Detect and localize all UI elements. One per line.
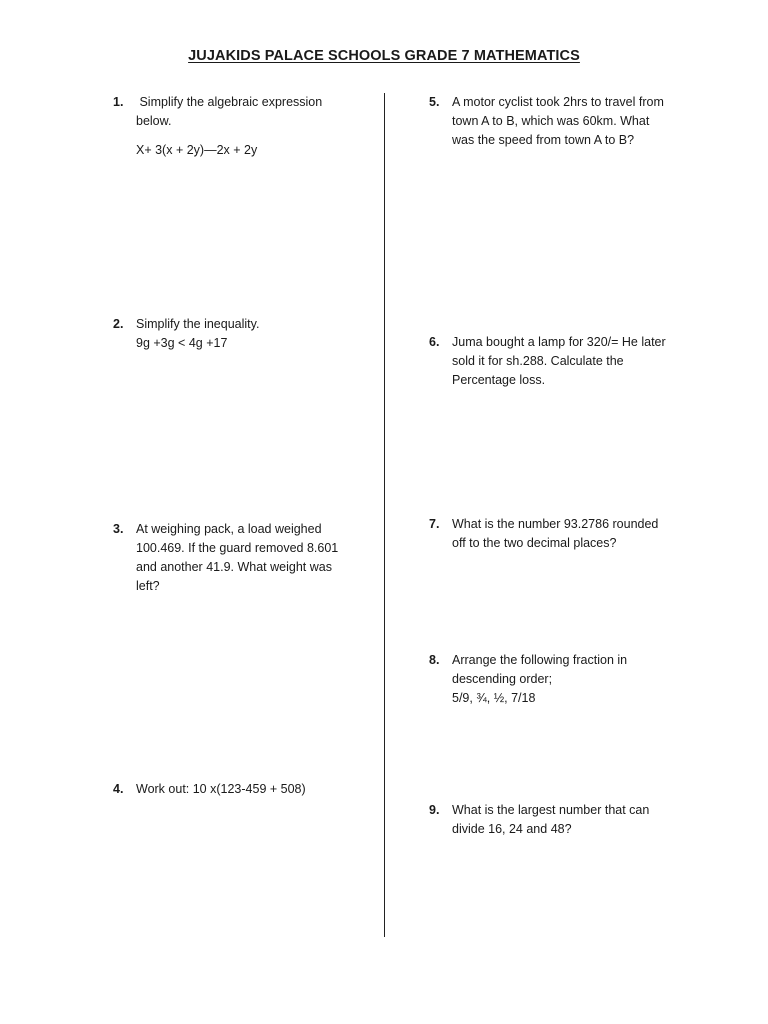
question-line: and another 41.9. What weight was [136,560,332,574]
question-number: 5. [429,95,440,109]
question-line: sold it for sh.288. Calculate the [452,354,624,368]
question-line: A motor cyclist took 2hrs to travel from [452,95,664,109]
question-number: 1. [113,95,124,109]
question-line: What is the number 93.2786 rounded [452,517,659,531]
page-title: JUJAKIDS PALACE SCHOOLS GRADE 7 MATHEMATICS [188,48,580,64]
question-line: At weighing pack, a load weighed [136,522,322,536]
question-line: Simplify the inequality. [136,317,260,331]
question-line: below. [136,114,172,128]
question-text [452,333,666,390]
question-line: Percentage loss. [452,373,546,387]
question-text [136,315,259,353]
question-number: 8. [429,653,440,667]
question-number: 9. [429,803,440,817]
question-line: divide 16, 24 and 48? [452,822,572,836]
question-line: left? [136,579,160,593]
question-line: town A to B, which was 60km. What [452,114,650,128]
question-line: Arrange the following fraction in [452,653,628,667]
question-number: 4. [113,782,124,796]
question-line: off to the two decimal places? [452,536,617,550]
question-text [452,801,649,839]
question-number: 6. [429,335,440,349]
question-line: 9g +3g < 4g +17 [136,336,228,350]
question-line: 100.469. If the guard removed 8.601 [136,541,339,555]
question-text [136,520,338,596]
question-line: 5/9, ¾, ½, 7/18 [452,691,536,705]
question-line: Simplify the algebraic expression [136,95,323,109]
question-number: 7. [429,517,440,531]
question-text [452,93,664,150]
question-line: descending order; [452,672,553,686]
question-line: Juma bought a lamp for 320/= He later [452,335,666,349]
question-line: was the speed from town A to B? [452,133,635,147]
algebraic-expression: X+ 3(x + 2y)—2x + 2y [136,143,258,157]
question-number: 2. [113,317,124,331]
question-text [136,780,306,799]
question-text [452,651,627,708]
question-text [452,515,658,553]
question-line: Work out: 10 x(123-459 + 508) [136,782,306,796]
column-divider [384,93,385,937]
question-text [136,93,322,160]
question-line: What is the largest number that can [452,803,650,817]
question-number: 3. [113,522,124,536]
